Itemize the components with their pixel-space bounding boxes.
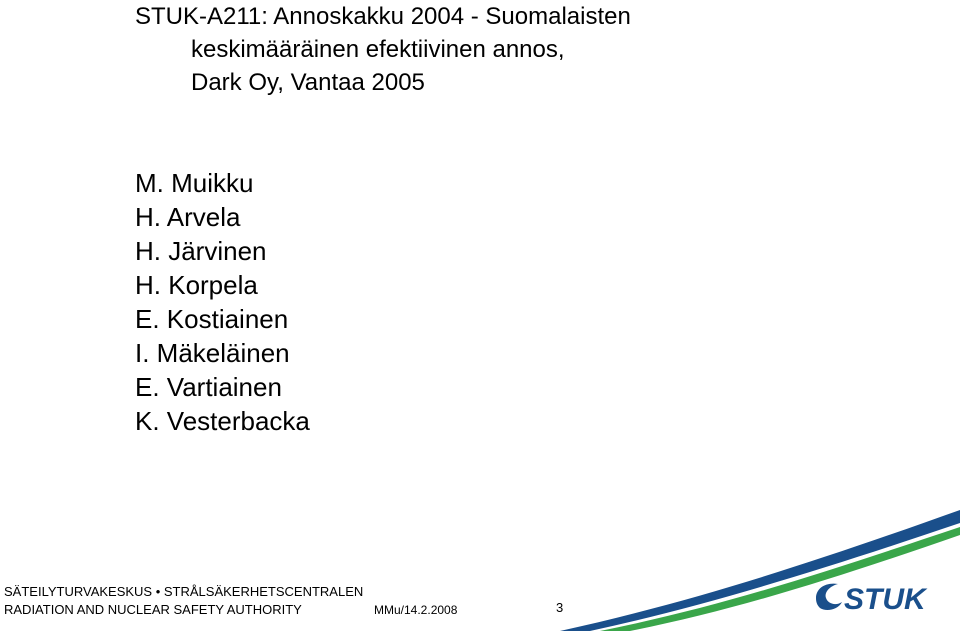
- author-item: K. Vesterbacka: [135, 406, 310, 436]
- slide-title: [135, 0, 935, 99]
- author-item: E. Vartiainen: [135, 372, 282, 402]
- logo-text: STUK: [844, 583, 926, 616]
- stuk-logo: [812, 578, 942, 618]
- author-item: H. Arvela: [135, 202, 241, 232]
- title-line-3: Dark Oy, Vantaa 2005: [191, 69, 425, 96]
- author-item: I. Mäkeläinen: [135, 338, 290, 368]
- author-item: E. Kostiainen: [135, 304, 289, 334]
- author-list: [135, 166, 310, 438]
- author-item: H. Järvinen: [135, 236, 267, 266]
- page-number: 3: [556, 600, 564, 615]
- logo-swirl-icon: [816, 584, 842, 610]
- author-item: H. Korpela: [135, 270, 258, 300]
- footer-date: MMu/14.2.2008: [374, 603, 458, 617]
- org-name-line-1: SÄTEILYTURVAKESKUS • STRÅLSÄKERHETSCENTRALEN: [4, 584, 364, 599]
- title-line-1: STUK-A211: Annoskakku 2004 - Suomalaisten: [135, 3, 631, 30]
- author-item: M. Muikku: [135, 168, 254, 198]
- title-line-2: keskimääräinen efektiivinen annos,: [191, 36, 565, 63]
- footer-organization: [4, 584, 363, 618]
- org-name-line-2: RADIATION AND NUCLEAR SAFETY AUTHORITY: [4, 602, 302, 617]
